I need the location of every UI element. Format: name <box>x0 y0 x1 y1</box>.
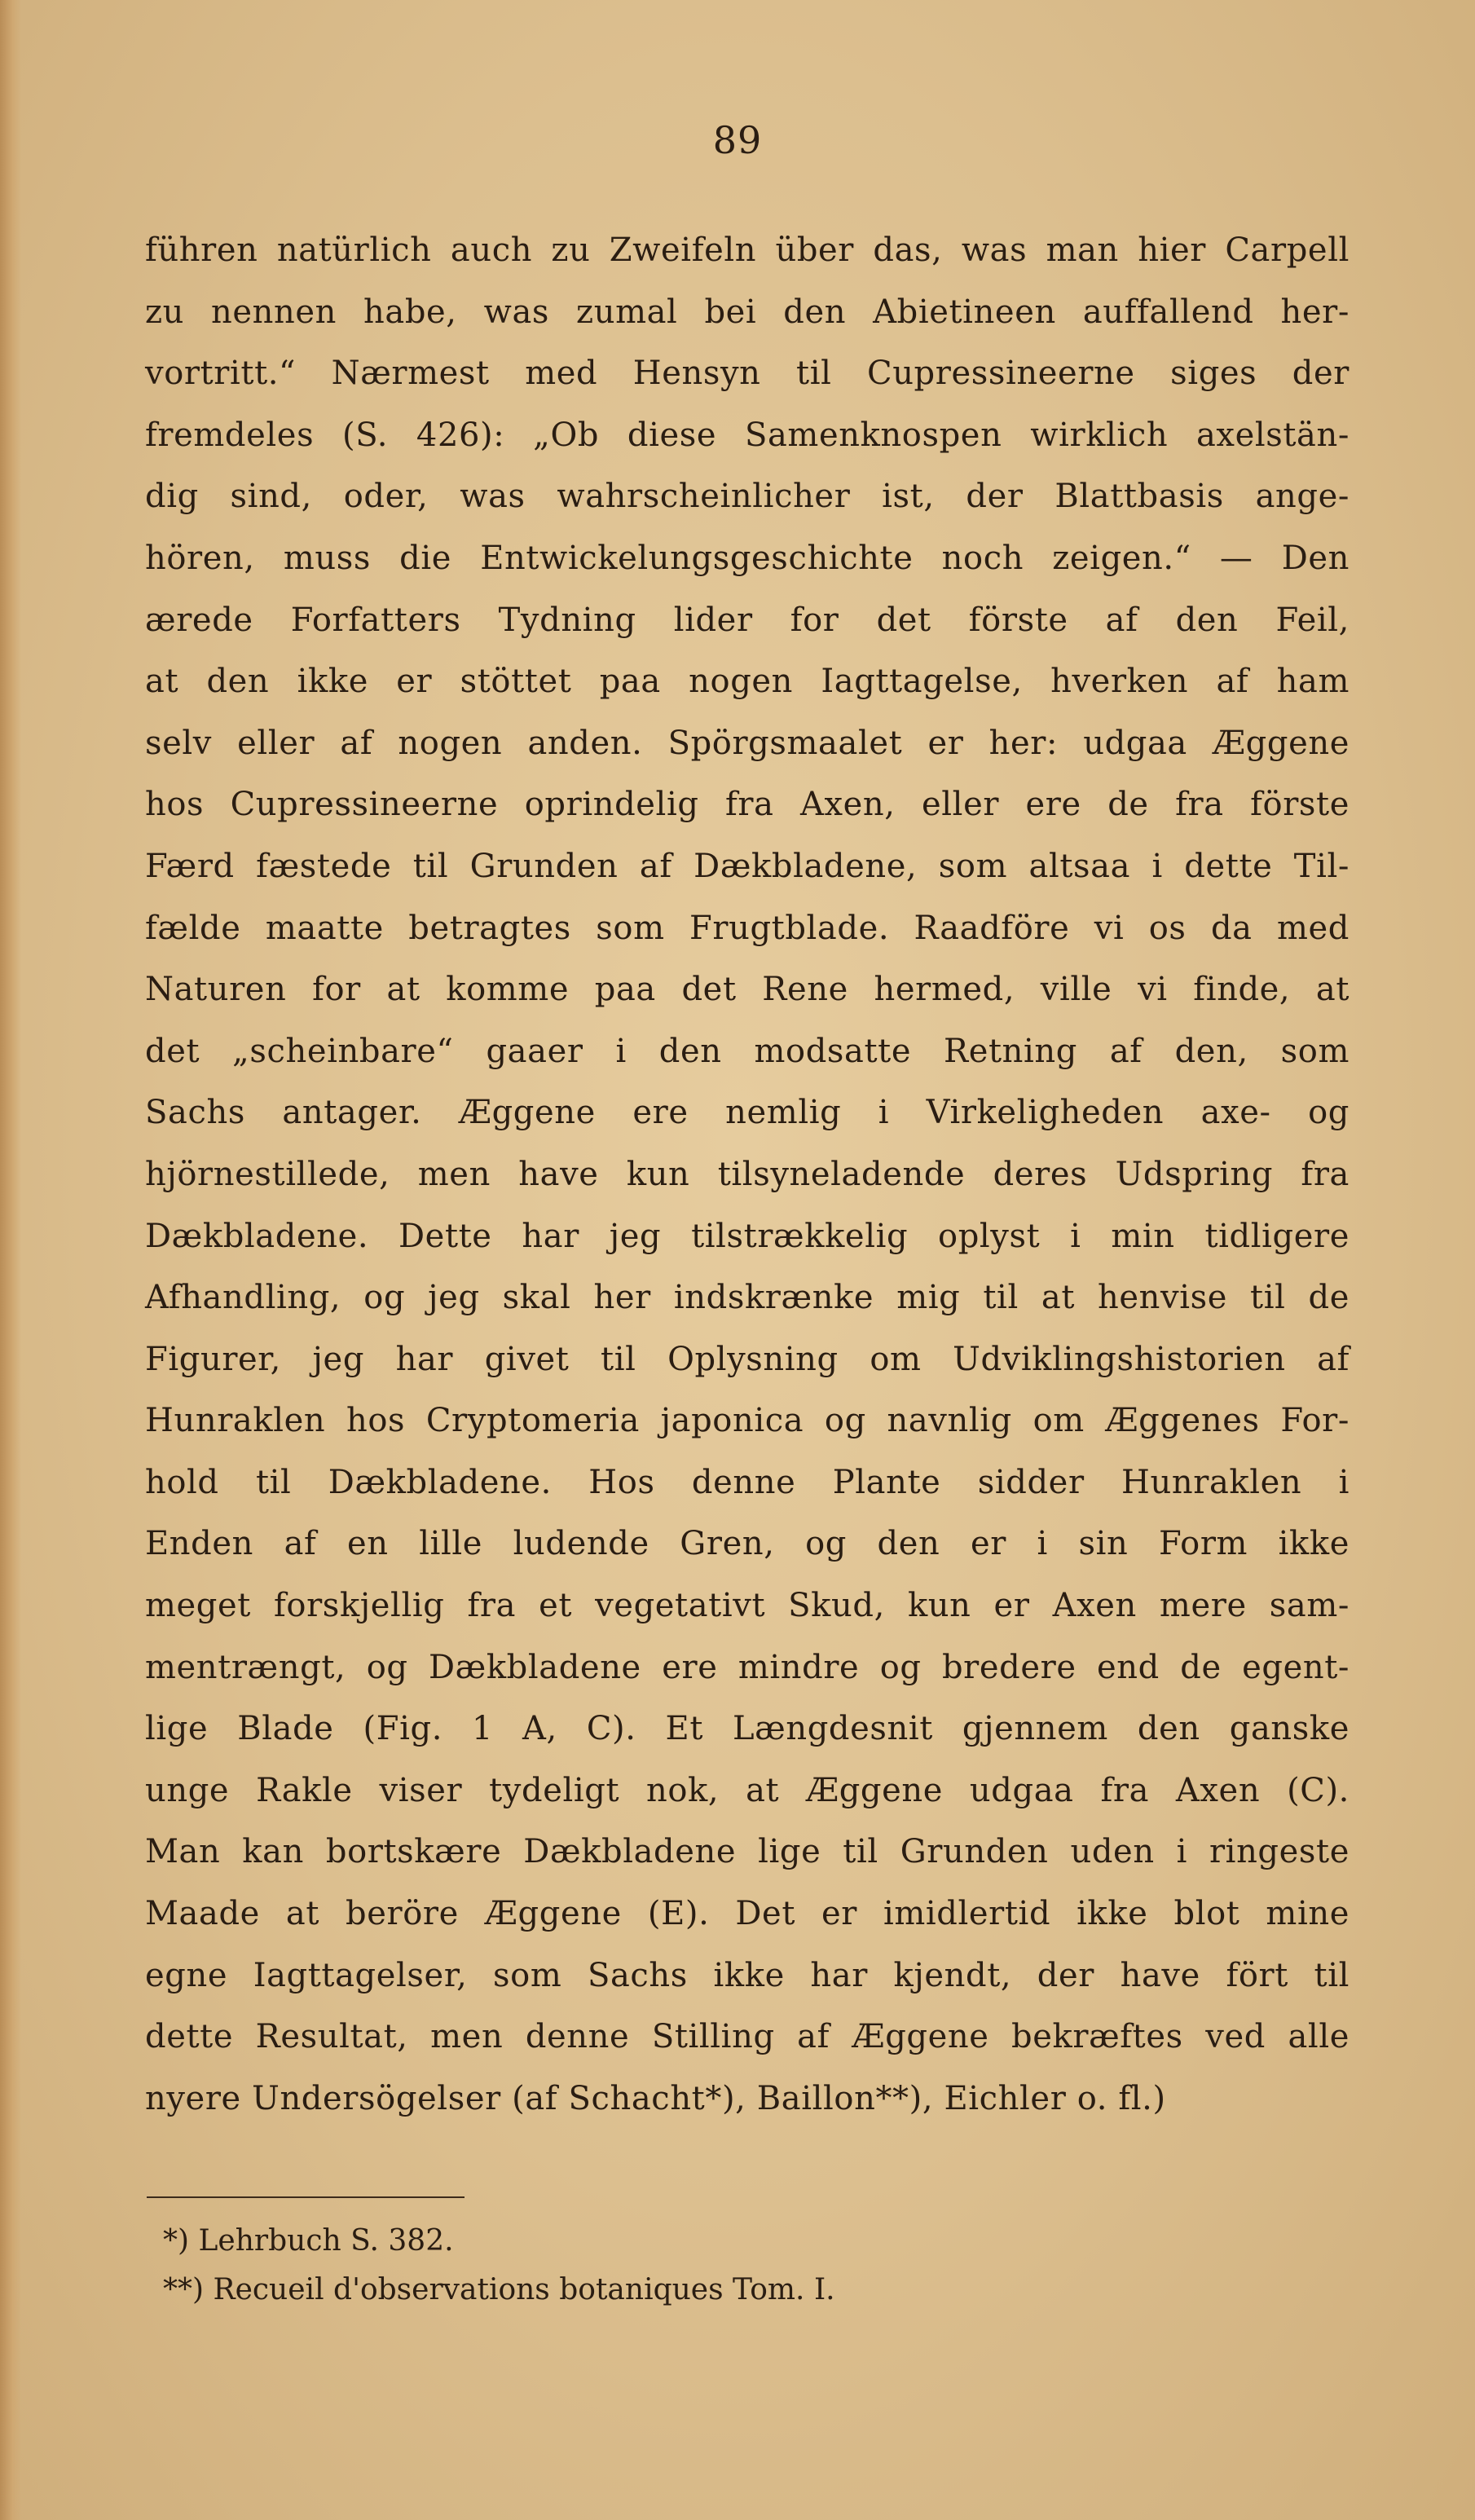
text-line: Dækbladene. Dette har jeg tilstrækkelig oplyst i min tidligere <box>145 1217 1350 1255</box>
text-line: selv eller af nogen anden. Spörgsmaalet er her: udgaa Æggene <box>145 724 1350 762</box>
text-line: hören, muss die Entwickelungsgeschichte noch zeigen.“ — Den <box>145 539 1350 577</box>
text-line: Afhandling, og jeg skal her indskrænke mig til at henvise til de <box>145 1279 1350 1317</box>
text-line: dette Resultat, men denne Stilling af Æggene bekræftes ved alle <box>145 2018 1350 2056</box>
footnote-divider <box>147 2196 465 2198</box>
text-line: Hunraklen hos Cryptomeria japonica og navnlig om Æggenes For- <box>145 1402 1350 1440</box>
body-text <box>145 220 1350 2130</box>
text-line: zu nennen habe, was zumal bei den Abietineen auffallend her- <box>145 293 1350 331</box>
text-line: lige Blade (Fig. 1 A, C). Et Længdesnit gjennem den ganske <box>145 1710 1350 1748</box>
text-line: nyere Undersögelser (af Schacht*), Baillon**), Eichler o. fl.) <box>145 2079 1166 2117</box>
text-line: Figurer, jeg har givet til Oplysning om Udviklingshistorien af <box>145 1340 1350 1378</box>
page-left-edge <box>0 0 21 2520</box>
text-line: hjörnestillede, men have kun tilsyneladende deres Udspring fra <box>145 1155 1350 1193</box>
text-line: dig sind, oder, was wahrscheinlicher ist, der Blattbasis ange- <box>145 478 1350 516</box>
text-line: det „scheinbare“ gaaer i den modsatte Retning af den, som <box>145 1032 1350 1070</box>
text-line: ærede Forfatters Tydning lider for det förste af den Feil, <box>145 601 1350 639</box>
text-line: fælde maatte betragtes som Frugtblade. Raadföre vi os da med <box>145 909 1350 947</box>
text-line: Sachs antager. Æggene ere nemlig i Virkeligheden axe- og <box>145 1094 1350 1132</box>
text-line: unge Rakle viser tydeligt nok, at Æggene udgaa fra Axen (C). <box>145 1771 1350 1809</box>
text-line: at den ikke er stöttet paa nogen Iagttagelse, hverken af ham <box>145 663 1350 701</box>
footnotes <box>163 2217 1304 2315</box>
text-line: hos Cupressineerne oprindelig fra Axen, eller ere de fra förste <box>145 786 1350 824</box>
text-line: Naturen for at komme paa det Rene hermed, ville vi finde, at <box>145 971 1350 1009</box>
footnote: **) Recueil d'observations botaniques Tom. I. <box>163 2273 835 2306</box>
text-line: meget forskjellig fra et vegetativt Skud, kun er Axen mere sam- <box>145 1587 1350 1625</box>
text-line: Færd fæstede til Grunden af Dækbladene, som altsaa i dette Til- <box>145 847 1350 885</box>
text-line: mentrængt, og Dækbladene ere mindre og bredere end de egent- <box>145 1648 1350 1686</box>
text-line: egne Iagttagelser, som Sachs ikke har kjendt, der have fört til <box>145 1956 1350 1994</box>
text-line: hold til Dækbladene. Hos denne Plante sidder Hunraklen i <box>145 1463 1350 1501</box>
text-line: Enden af en lille ludende Gren, og den er i sin Form ikke <box>145 1525 1350 1563</box>
text-line: Maade at beröre Æggene (E). Det er imidlertid ikke blot mine <box>145 1895 1350 1933</box>
text-line: vortritt.“ Nærmest med Hensyn til Cupressineerne siges der <box>145 355 1350 393</box>
page-number: 89 <box>712 118 763 162</box>
text-line: Man kan bortskære Dækbladene lige til Grunden uden i ringeste <box>145 1833 1350 1871</box>
footnote: *) Lehrbuch S. 382. <box>163 2224 454 2258</box>
text-line: führen natürlich auch zu Zweifeln über das, was man hier Carpell <box>145 231 1350 269</box>
text-line: fremdeles (S. 426): „Ob diese Samenknospen wirklich axelstän- <box>145 416 1350 454</box>
